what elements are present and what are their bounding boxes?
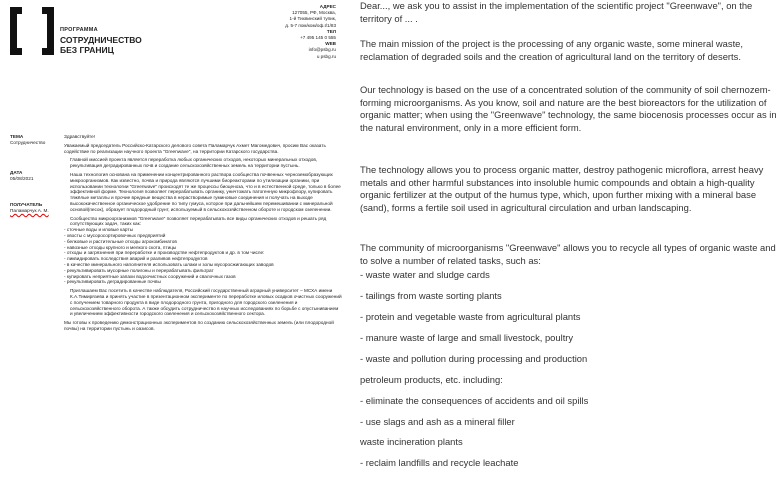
translation-page	[352, 0, 777, 480]
org-label: ПРОГРАММА	[60, 27, 98, 33]
letter-task-list	[64, 227, 342, 285]
translation-paragraph-1: The main mission of the project is the processing of any organic waste, some mineral waste, reclamation of degraded soils and the creation of agricultural land on the territory of deserts.	[360, 38, 743, 62]
address-label: АДРЕС	[319, 4, 336, 9]
letter-task-item: - ликвидировать последствия аварий и разливов нефтепродуктов	[64, 256, 208, 262]
date-label: ДАТА	[10, 170, 23, 175]
topic-label: ТЕМА	[10, 134, 24, 139]
translation-paragraph-2: Our technology is based on the use of a concentrated solution of the community of soil chernozem-forming microorganisms. As you know, soil and nature are the best bioreactors for the utilization of organic matter; when using the "Greenwave" technology, the same biocenosis processes occur as in the natural environment, only in a more efficient form.	[360, 84, 777, 133]
greeting: Здравствуйте!	[64, 134, 96, 139]
letter-paragraph-1: Уважаемый председатель Российско-Катарского делового совета Паламарчук Ахмет Магомедович, просим Вас оказать содействие по реализации научного проекта "Greenwave", на территории Катарского государства.	[64, 142, 326, 154]
org-name-line-2: БЕЗ ГРАНИЦ	[60, 45, 114, 55]
letter-paragraph-2: Главной миссией проекта является переработка любых органических отходов, некоторых минеральных отходов, рекультивация деградированных почв и создание сельскохозяйственных земель на территории пустынь.	[70, 157, 318, 169]
letter-page	[0, 0, 346, 480]
translation-list-item: - eliminate the consequences of accidents and oil spills	[360, 395, 589, 406]
translation-paragraph-4: The community of microorganisms "Greenwave" allows you to recycle all types of organic waste and to solve a number of related tasks, such as:	[360, 242, 776, 266]
letter-task-item: - рекультивировать деградированные почвы	[64, 279, 161, 285]
letter-task-item: - отходы и загрязнения при переработке и производстве нефтепродуктов и др. в том числе:	[64, 250, 265, 256]
letter-meta	[10, 134, 54, 214]
address-line-1: 127055, РФ, Москва,	[292, 10, 336, 16]
address-line-3: д. 5-7 пом/ком/оф.I/1/83	[285, 22, 336, 28]
translation-list-item: - manure waste of large and small livestock, poultry	[360, 332, 574, 343]
address-line-2: 1-й Тихвинский тупик,	[289, 16, 336, 22]
letter-task-item: - купировать неприятные запахи водоочистных сооружений и свалочных газов	[64, 273, 236, 279]
translation-list-item: - waste water and sludge cards	[360, 269, 490, 280]
translation-list-item: - reclaim landfills and recycle leachate	[360, 457, 519, 468]
phone-label: ТЕЛ	[326, 28, 336, 34]
translation-list-item: petroleum products, etc. including:	[360, 374, 503, 385]
translation-list-item: - waste and pollution during processing and production	[360, 353, 588, 364]
letter-task-item: - навозные отходы крупного и мелкого скота, птицы	[64, 244, 177, 250]
topic-value: Сотрудничество	[10, 140, 46, 145]
translation-intro: Dear..., we ask you to assist in the implementation of the scientific project "Greenwave", on the territory of ... .	[360, 0, 753, 24]
translation-paragraph-3: The technology allows you to process organic matter, destroy pathogenic microflora, arrest heavy metals and other harmful substances into insoluble humic compounds and obtain a high-quality organic fertilizer at the output of the humus type, which, upon further mixing with a mineral base (sand), forms a fertile soil used in agricultural circulation and urban landscaping.	[360, 164, 764, 213]
letter-paragraph-6: Мы готовы к проведению демонстрационных экспериментов по созданию сельскохозяйственных земель (или плодородной почвы) на территории пустынь и оазисов.	[64, 320, 334, 331]
date-value: 05/08/2021	[10, 176, 34, 181]
letter-paragraph-5: Приглашаем Вас посетить в качестве наблюдателя, Российский государственный аграрный университет – МСХА имени К.А.Тимирязева и принять участие в презентационном эксперименте по переработке иловых осадков очистных сооружений с получением товарного продукта в виде плодородного грунта, пригодного для городского озеленения и сельскохозяйственного оборота. А также обсудить сотрудничество в научных исследованиях по борьбе с опустыниванием и увеличением эффективности городского озеленения и сельскохозяйственного сектора.	[70, 288, 342, 317]
translation-list-item: - use slags and ash as a mineral filler	[360, 416, 515, 427]
translation-list-item: waste incineration plants	[360, 436, 463, 447]
org-name-line-1: СОТРУДНИЧЕСТВО	[60, 35, 142, 45]
web-label: WEB	[325, 41, 336, 47]
letterhead-contacts	[226, 4, 336, 60]
letter-task-item: - в качестве минерального наполнителя использовать шлаки и золы мусоросжигающих заводов	[64, 261, 274, 267]
site-value[interactable]: u psbg.ru	[316, 53, 336, 59]
letter-paragraph-4: Сообщество микроорганизмов "Greenwave" позволяет перерабатывать все виды органических отходов и решать ряд сопутствующих задач, таких как:	[70, 215, 327, 227]
letter-body	[64, 134, 342, 335]
email-value[interactable]: info@psbg.ru	[308, 47, 336, 53]
letter-task-item: - хвосты с мусоросортировочных предприятий	[64, 232, 166, 238]
program-logo-icon	[10, 7, 54, 55]
letter-task-item: - рекультивировать мусорные полигоны и перерабатывать фильтрат	[64, 267, 214, 273]
translation-list-item: - tailings from waste sorting plants	[360, 290, 502, 301]
phone-value: +7 495 145 0 555	[300, 35, 336, 41]
recipient-label: ПОЛУЧАТЕЛЬ	[10, 202, 43, 207]
translation-list-item: - protein and vegetable waste from agricultural plants	[360, 311, 581, 322]
org-name	[60, 35, 170, 55]
letter-task-item: - белковые и растительные отходы агрокомбинатов	[64, 238, 177, 244]
recipient-value: Паламарчук А. М.	[10, 208, 49, 213]
letter-task-item: - сточные воды и иловые карты	[64, 227, 133, 233]
letter-paragraph-3: Наша технология основана на применении концентрированного раствора сообщества почвенных черноземобразующих микроорганизмов. Как известно, почва и природа являются лучшими биореакторами по утилизации органики, при использовании технологии "Greenwave" происходят те же процессы биоценоза, что и в естественной среде, только в более эффективной форме. Технология позволяет перерабатывать органику, уничтожать патогенную микрофлору, купировать тяжёлые металлы и прочие вредные вещества в нерастворимые гуминовые соединения и получать на выходе высококачественное органическое удобрение по типу гумуса, которое при дальнейшем перемешивании с минеральной основой(песок), образует плодородный грунт, используемый в сельскохозяйственном обороте и городском озеленении.	[70, 171, 341, 212]
